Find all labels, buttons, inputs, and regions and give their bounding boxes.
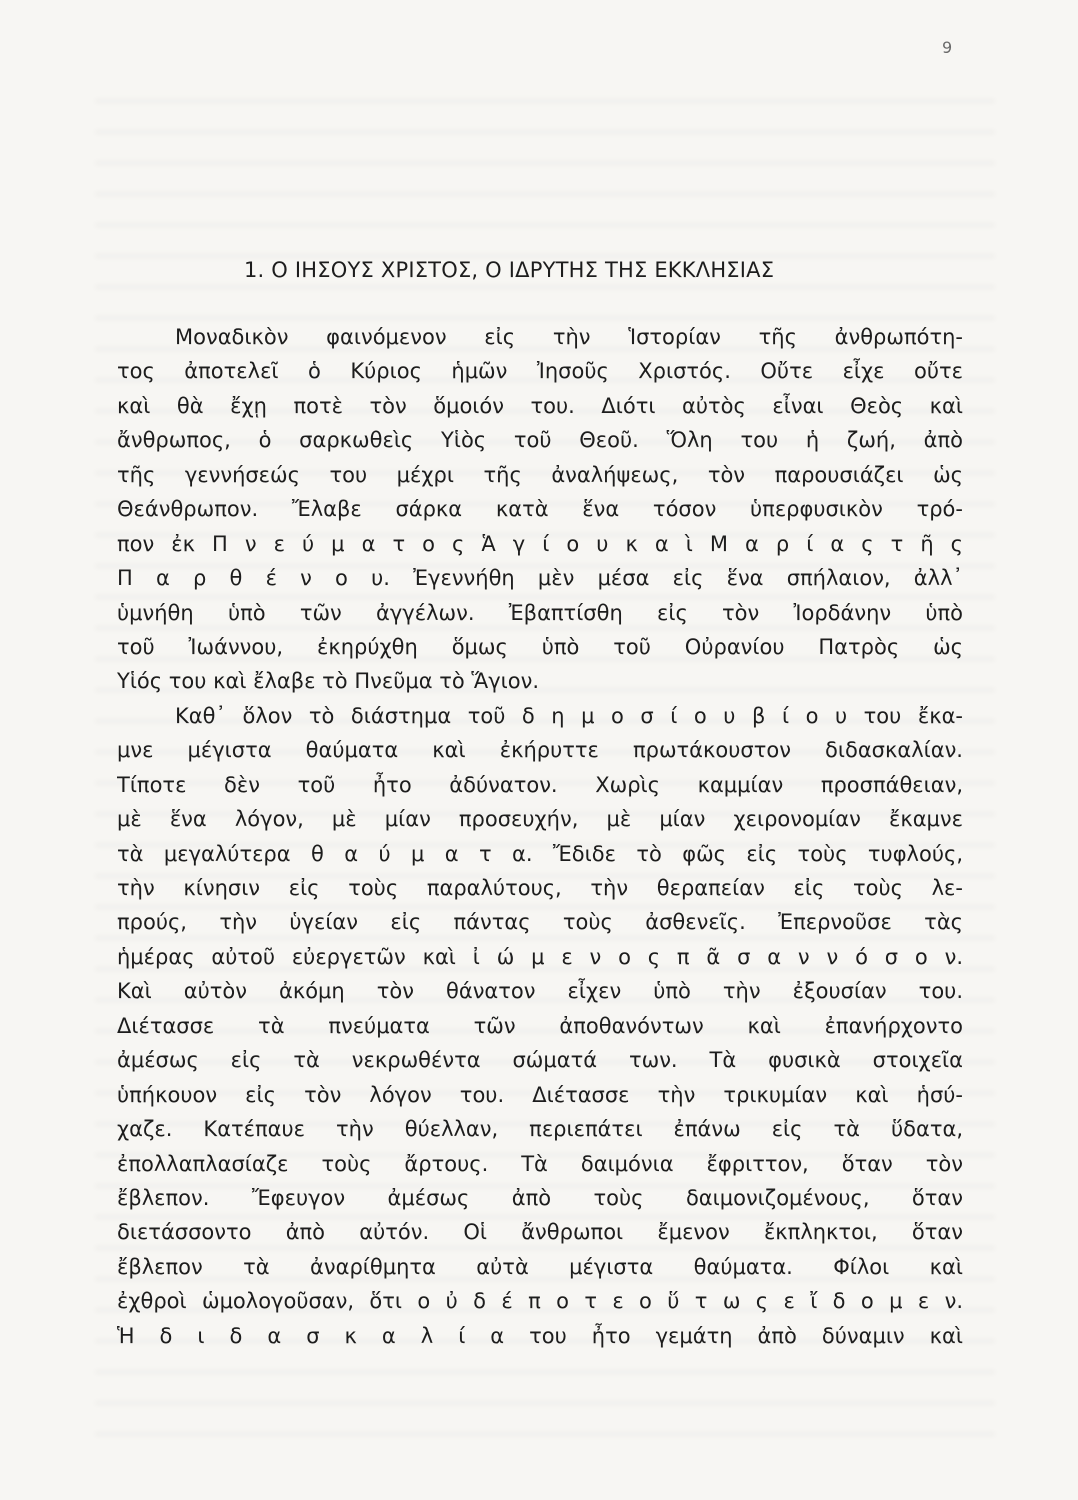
- text-line: τὰ μεγαλύτερα θ α ύ μ α τ α. Ἔδιδε τὸ φῶς εἰς τοὺς τυφλούς,: [117, 841, 963, 866]
- text-line: τος ἀποτελεῖ ὁ Κύριος ἡμῶν Ἰησοῦς Χριστός. Οὔτε εἶχε οὔτε: [117, 359, 963, 384]
- text-line: καὶ θὰ ἔχῃ ποτὲ τὸν ὅμοιόν του. Διότι αὐτὸς εἶναι Θεὸς καὶ: [117, 393, 963, 418]
- text-line: Ἡ δ ι δ α σ κ α λ ί α του ἦτο γεμάτη ἀπὸ δύναμιν καὶ: [117, 1323, 963, 1348]
- text-line: διετάσσοντο ἀπὸ αὐτόν. Οἱ ἄνθρωποι ἔμενον ἔκπληκτοι, ὅταν: [117, 1220, 963, 1245]
- text-line: ἔβλεπον τὰ ἀναρίθμητα αὐτὰ μέγιστα θαύματα. Φίλοι καὶ: [117, 1254, 963, 1279]
- chapter-heading: 1. Ο ΙΗΣΟΥΣ ΧΡΙΣΤΟΣ, Ο ΙΔΡΥΤΗΣ ΤΗΣ ΕΚΚΛΗΣΙΑΣ: [244, 258, 775, 282]
- text-line: ἐχθροὶ ὡμολογοῦσαν, ὅτι ο ὐ δ έ π ο τ ε ο ὕ τ ω ς ε ἴ δ ο μ ε ν.: [117, 1289, 963, 1314]
- text-line: τῆς γεννήσεώς του μέχρι τῆς ἀναλήψεως, τὸν παρουσιάζει ὡς: [117, 462, 963, 487]
- text-line: μνε μέγιστα θαύματα καὶ ἐκήρυττε πρωτάκουστον διδασκαλίαν.: [117, 738, 963, 763]
- text-line: ὑπήκουον εἰς τὸν λόγον του. Διέτασσε τὴν τρικυμίαν καὶ ἡσύ-: [117, 1082, 963, 1107]
- text-line: χαζε. Κατέπαυε τὴν θύελλαν, περιεπάτει ἐπάνω εἰς τὰ ὕδατα,: [117, 1117, 963, 1142]
- text-line: ἔβλεπον. Ἔφευγον ἀμέσως ἀπὸ τοὺς δαιμονιζομένους, ὅταν: [117, 1185, 963, 1210]
- text-line: τοῦ Ἰωάννου, ἐκηρύχθη ὅμως ὑπὸ τοῦ Οὐρανίου Πατρὸς ὡς: [117, 634, 963, 659]
- text-line: μὲ ἕνα λόγον, μὲ μίαν προσευχήν, μὲ μίαν χειρονομίαν ἔκαμνε: [117, 807, 963, 832]
- text-line: ὑμνήθη ὑπὸ τῶν ἀγγέλων. Ἐβαπτίσθη εἰς τὸν Ἰορδάνην ὑπὸ: [117, 600, 963, 625]
- text-line: τὴν κίνησιν εἰς τοὺς παραλύτους, τὴν θεραπείαν εἰς τοὺς λε-: [117, 876, 963, 900]
- text-line: Καὶ αὐτὸν ἀκόμη τὸν θάνατον εἶχεν ὑπὸ τὴν ἐξουσίαν του.: [117, 979, 963, 1004]
- text-line: ἄνθρωπος, ὁ σαρκωθεὶς Υἱὸς τοῦ Θεοῦ. Ὅλη του ἡ ζωή, ἀπὸ: [117, 428, 963, 453]
- text-line: προύς, τὴν ὑγείαν εἰς πάντας τοὺς ἀσθενεῖς. Ἐπερνοῦσε τὰς: [117, 910, 963, 935]
- text-line: Μοναδικὸν φαινόμενον εἰς τὴν Ἱστορίαν τῆς ἀνθρωπότη-: [175, 325, 963, 349]
- text-line: πον ἐκ Π ν ε ύ μ α τ ο ς Ἁ γ ί ο υ κ α ὶ Μ α ρ ί α ς τ ῆ ς: [117, 531, 963, 556]
- text-line: Θεάνθρωπον. Ἔλαβε σάρκα κατὰ ἕνα τόσον ὑπερφυσικὸν τρό-: [117, 497, 963, 522]
- text-line: Καθ᾽ ὅλον τὸ διάστημα τοῦ δ η μ ο σ ί ο υ β ί ο υ του ἔκα-: [175, 703, 963, 728]
- text-line: Διέτασσε τὰ πνεύματα τῶν ἀποθανόντων καὶ ἐπανήρχοντο: [117, 1013, 963, 1038]
- text-line: ἡμέρας αὐτοῦ εὐεργετῶν καὶ ἰ ώ μ ε ν ο ς π ᾶ σ α ν ν ό σ ο ν.: [117, 944, 963, 969]
- body-text: [117, 320, 963, 1353]
- text-line: Υἱός του καὶ ἔλαβε τὸ Πνεῦμα τὸ Ἅγιον.: [117, 669, 539, 694]
- page-number: 9: [942, 38, 953, 57]
- text-line: Π α ρ θ έ ν ο υ. Ἐγεννήθη μὲν μέσα εἰς ἕνα σπήλαιον, ἀλλ᾽: [117, 566, 963, 591]
- text-line: ἐπολλαπλασίαζε τοὺς ἄρτους. Τὰ δαιμόνια ἔφριττον, ὅταν τὸν: [117, 1151, 963, 1176]
- text-line: Τίποτε δὲν τοῦ ἦτο ἀδύνατον. Χωρὶς καμμίαν προσπάθειαν,: [117, 772, 963, 797]
- text-line: ἀμέσως εἰς τὰ νεκρωθέντα σώματά των. Τὰ φυσικὰ στοιχεῖα: [117, 1048, 963, 1073]
